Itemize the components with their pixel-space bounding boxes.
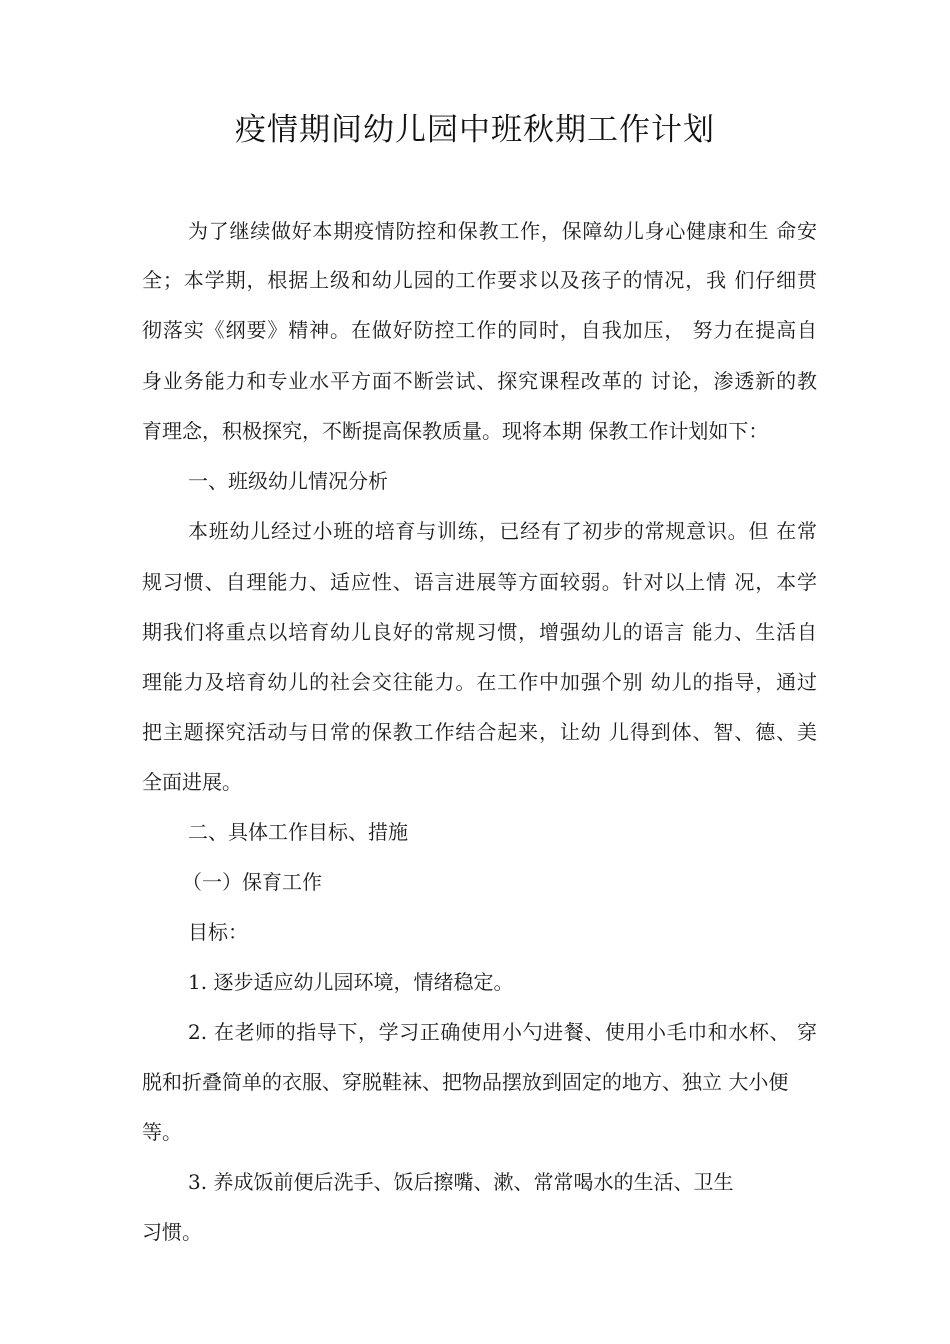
subsection-heading: （一）保育工作 (182, 870, 322, 894)
paragraph-line: 把主题探究活动与日常的保教工作结合起来，让幼 儿得到体、智、德、美 (142, 720, 817, 744)
goal-label: 目标： (188, 920, 248, 944)
list-item: 2. 在老师的指导下，学习正确使用小勺进餐、使用小毛巾和水杯、 穿 (188, 1020, 817, 1044)
paragraph-line: 理能力及培育幼儿的社会交往能力。在工作中加强个别 幼儿的指导，通过 (142, 670, 817, 694)
paragraph-line: 为了继续做好本期疫情防控和保教工作，保障幼儿身心健康和生 命安 (188, 219, 817, 243)
section-heading: 二、具体工作目标、措施 (188, 820, 408, 844)
paragraph-line: 育理念，积极探究，不断提高保教质量。现将本期 保教工作计划如下： (142, 419, 769, 443)
paragraph-line: 规习惯、自理能力、适应性、语言进展等方面较弱。针对以上情 况，本学 (142, 570, 817, 594)
paragraph-line: 全面进展。 (142, 770, 242, 794)
paragraph-line: 期我们将重点以培育幼儿良好的常规习惯，增强幼儿的语言 能力、生活自 (142, 620, 817, 644)
section-heading: 一、班级幼儿情况分析 (188, 469, 388, 493)
list-item: 1. 逐步适应幼儿园环境，情绪稳定。 (188, 970, 514, 994)
list-item-continuation: 等。 (142, 1120, 182, 1144)
list-item-continuation: 脱和折叠简单的衣服、穿脱鞋袜、把物品摆放到固定的地方、独立 大小便 (142, 1070, 789, 1094)
paragraph-line: 身业务能力和专业水平方面不断尝试、探究课程改革的 讨论，渗透新的教 (142, 369, 817, 393)
paragraph-line: 本班幼儿经过小班的培育与训练，已经有了初步的常规意识。但 在常 (188, 519, 817, 543)
list-item: 3. 养成饭前便后洗手、饭后擦嘴、漱、常常喝水的生活、卫生 (188, 1170, 734, 1194)
list-item-continuation: 习惯。 (142, 1220, 202, 1244)
paragraph-line: 彻落实《纲要》精神。在做好防控工作的同时，自我加压， 努力在提高自 (142, 318, 817, 342)
document-title: 疫情期间幼儿园中班秋期工作计划 (235, 112, 715, 148)
paragraph-line: 全；本学期，根据上级和幼儿园的工作要求以及孩子的情况，我 们仔细贯 (142, 268, 817, 292)
